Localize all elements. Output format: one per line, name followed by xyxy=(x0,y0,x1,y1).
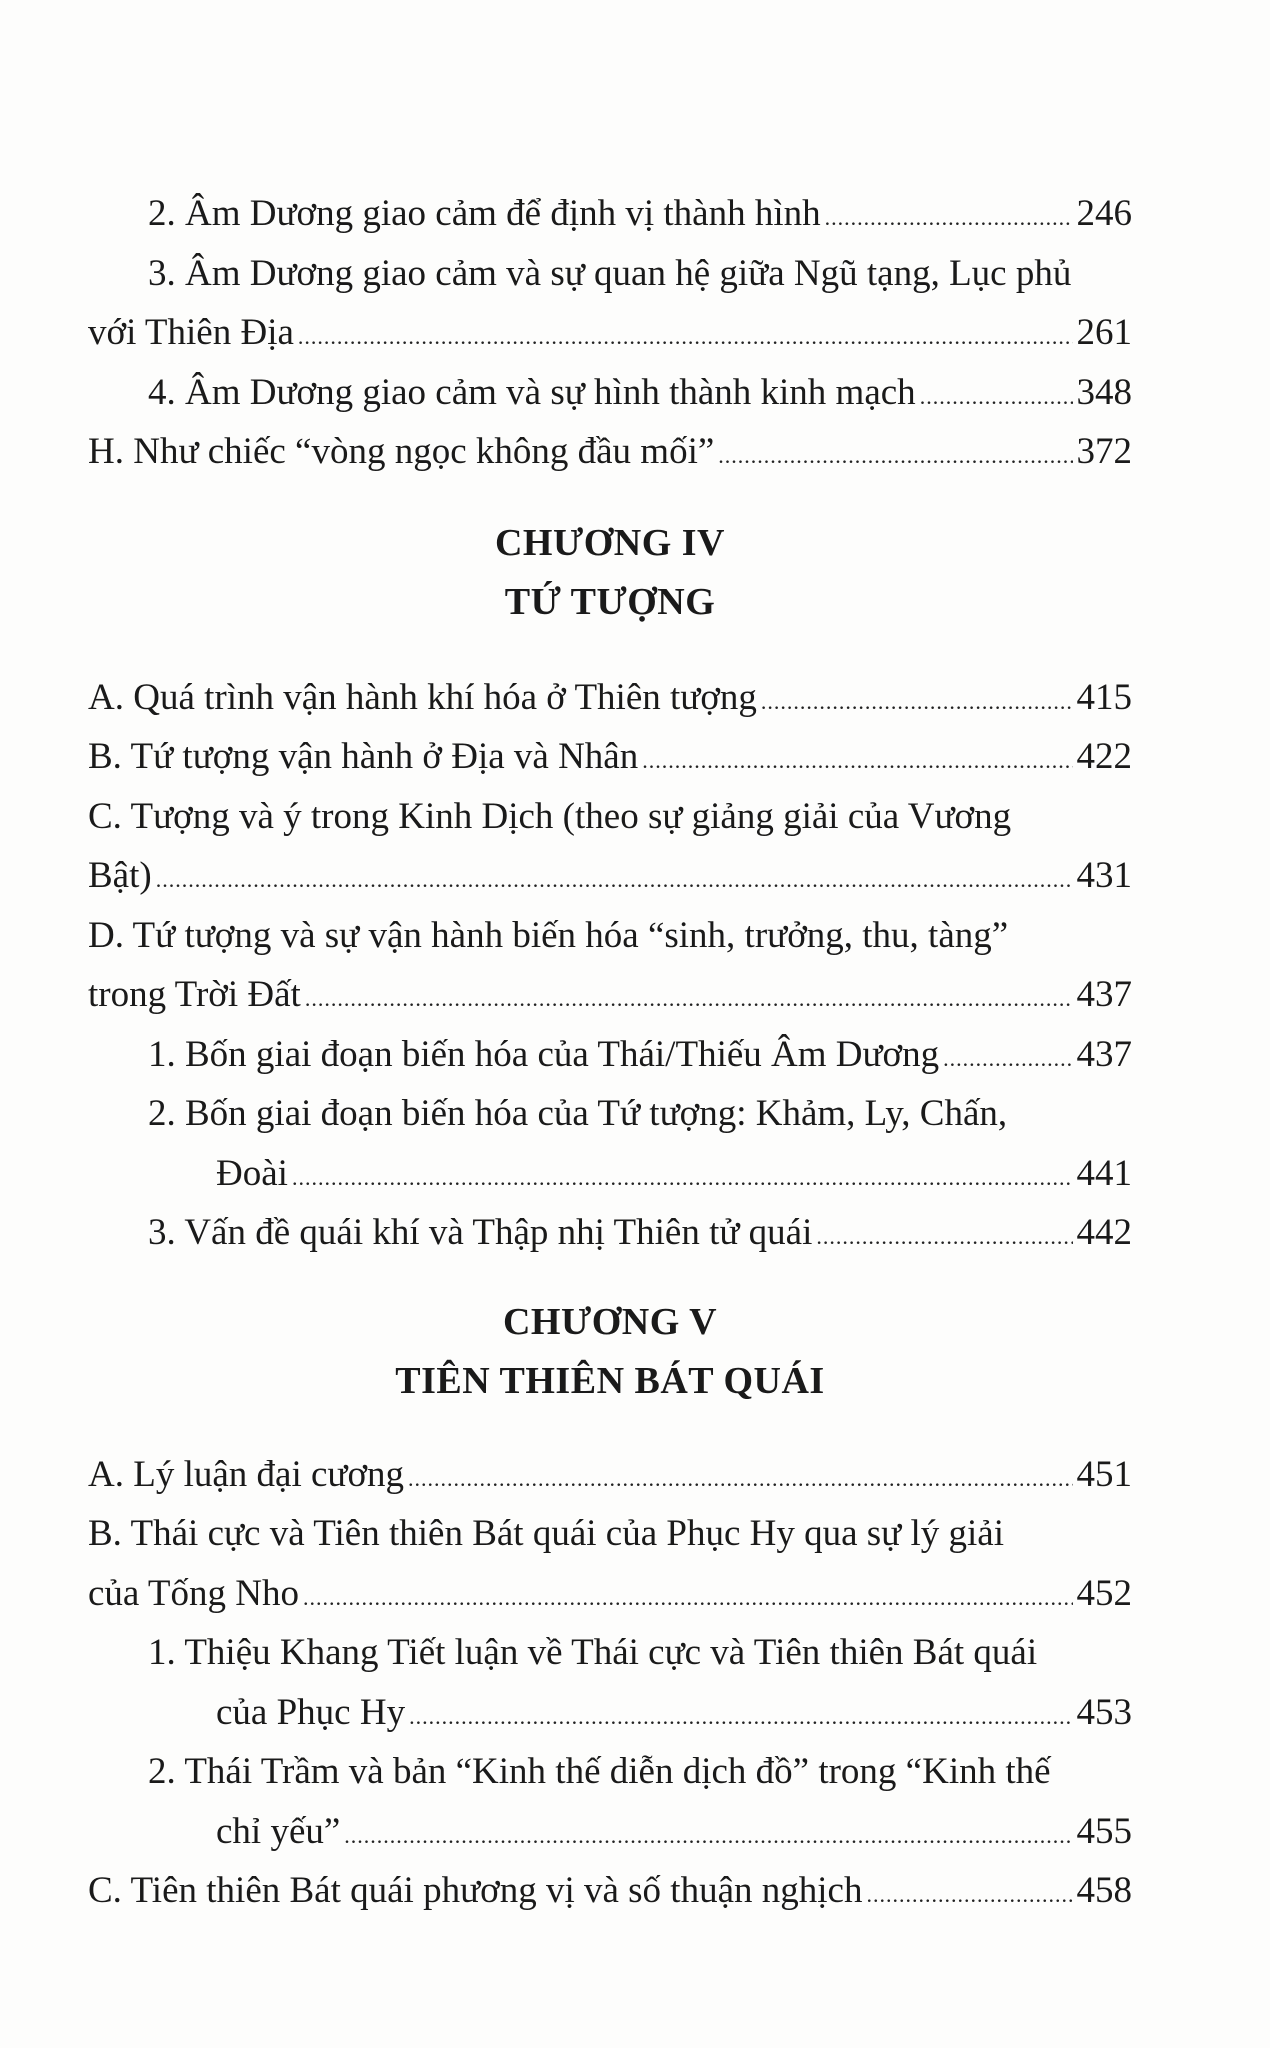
entry-text: 1. Bốn giai đoạn biến hóa của Thái/Thiếu Âm Dương xyxy=(148,1033,940,1075)
toc-entry xyxy=(88,727,1132,787)
page-number: 442 xyxy=(1076,1212,1132,1253)
dot-leader xyxy=(761,672,1073,732)
entry-text: 3. Vấn đề quái khí và Thập nhị Thiên tử quái xyxy=(148,1212,813,1253)
page-number: 372 xyxy=(1076,431,1132,472)
page-number: 437 xyxy=(1076,974,1132,1015)
toc-entry xyxy=(88,363,1132,423)
page-number: 261 xyxy=(1076,312,1132,353)
dot-leader xyxy=(292,1148,1073,1208)
entry-text: 1. Thiệu Khang Tiết luận về Thái cực và Tiên thiên Bát quái xyxy=(148,1632,1038,1673)
chapter-number: CHƯƠNG IV xyxy=(494,521,726,564)
page-number: 455 xyxy=(1076,1810,1132,1852)
toc-entry xyxy=(88,1084,1132,1144)
page-number: 422 xyxy=(1076,736,1132,777)
toc-entry xyxy=(88,1623,1132,1683)
toc-entry-continuation xyxy=(88,965,1132,1025)
toc-entry-continuation xyxy=(88,1564,1132,1624)
table-of-contents xyxy=(88,184,1132,1921)
entry-text: của Phục Hy xyxy=(216,1691,406,1733)
dot-leader xyxy=(825,188,1073,248)
dot-leader xyxy=(866,1865,1072,1925)
dot-leader xyxy=(156,850,1073,910)
entry-text: A. Quá trình vận hành khí hóa ở Thiên tượng xyxy=(88,676,757,718)
entry-text: 2. Âm Dương giao cảm để định vị thành hình xyxy=(148,193,821,234)
page-number: 458 xyxy=(1076,1870,1132,1911)
toc-entry xyxy=(88,1445,1132,1505)
entry-text: B. Tứ tượng vận hành ở Địa và Nhân xyxy=(88,736,639,777)
dot-leader xyxy=(943,1029,1072,1089)
page-number: 431 xyxy=(1076,855,1132,896)
toc-entry-continuation xyxy=(88,1802,1132,1862)
entry-text: của Tống Nho xyxy=(88,1572,299,1614)
page-number: 452 xyxy=(1076,1572,1132,1614)
dot-leader xyxy=(409,1687,1072,1747)
page-number: 437 xyxy=(1076,1033,1132,1075)
toc-entry xyxy=(88,1025,1132,1085)
dot-leader xyxy=(642,731,1072,791)
toc-entry xyxy=(88,906,1132,966)
page-number: 246 xyxy=(1076,193,1132,234)
entry-text: 3. Âm Dương giao cảm và sự quan hệ giữa Ngũ tạng, Lục phủ xyxy=(148,252,1072,294)
dot-leader xyxy=(920,367,1073,427)
entry-text: C. Tượng và ý trong Kinh Dịch (theo sự giảng giải của Vương xyxy=(88,795,1012,837)
toc-entry xyxy=(88,1742,1132,1802)
toc-entry xyxy=(88,1203,1132,1263)
entry-text: H. Như chiếc “vòng ngọc không đầu mối” xyxy=(88,431,715,472)
toc-entry-continuation xyxy=(88,1683,1132,1743)
entry-text: Bật) xyxy=(88,855,152,896)
toc-entry xyxy=(88,184,1132,244)
page-number: 441 xyxy=(1076,1152,1132,1194)
page-number: 348 xyxy=(1076,371,1132,413)
chapter-title: TIÊN THIÊN BÁT QUÁI xyxy=(395,1359,825,1402)
chapter-heading-iv xyxy=(88,514,1132,632)
chapter-title: TỨ TƯỢNG xyxy=(504,580,716,623)
toc-entry xyxy=(88,422,1132,482)
entry-text: 2. Bốn giai đoạn biến hóa của Tứ tượng: Khảm, Ly, Chấn, xyxy=(148,1093,1008,1134)
dot-leader xyxy=(303,1568,1073,1628)
entry-text: C. Tiên thiên Bát quái phương vị và số thuận nghịch xyxy=(88,1870,863,1911)
toc-entry xyxy=(88,668,1132,728)
entry-text: B. Thái cực và Tiên thiên Bát quái của Phục Hy qua sự lý giải xyxy=(88,1513,1004,1554)
toc-entry xyxy=(88,1861,1132,1921)
dot-leader xyxy=(408,1449,1072,1509)
toc-entry xyxy=(88,1504,1132,1564)
chapter-heading-v xyxy=(88,1293,1132,1411)
entry-text: chỉ yếu” xyxy=(216,1810,341,1852)
chapter-number: CHƯƠNG V xyxy=(502,1300,718,1343)
toc-entry xyxy=(88,787,1132,847)
toc-entry-continuation xyxy=(88,303,1132,363)
toc-entry-continuation xyxy=(88,846,1132,906)
page-number: 451 xyxy=(1076,1453,1132,1495)
toc-entry xyxy=(88,244,1132,304)
dot-leader xyxy=(816,1207,1072,1267)
entry-text: 4. Âm Dương giao cảm và sự hình thành kinh mạch xyxy=(148,371,916,413)
page-number: 415 xyxy=(1076,676,1132,718)
entry-text: A. Lý luận đại cương xyxy=(88,1453,405,1495)
entry-text: với Thiên Địa xyxy=(88,312,294,353)
dot-leader xyxy=(718,426,1072,486)
entry-text: 2. Thái Trầm và bản “Kinh thế diễn dịch đồ” trong “Kinh thế xyxy=(148,1751,1051,1792)
entry-text: trong Trời Đất xyxy=(88,974,301,1015)
entry-text: D. Tứ tượng và sự vận hành biến hóa “sinh, trưởng, thu, tàng” xyxy=(88,914,1009,956)
toc-entry-continuation xyxy=(88,1144,1132,1204)
dot-leader xyxy=(305,969,1073,1029)
dot-leader xyxy=(344,1806,1072,1866)
dot-leader xyxy=(298,307,1073,367)
entry-text: Đoài xyxy=(216,1152,288,1194)
page-number: 453 xyxy=(1076,1691,1132,1733)
